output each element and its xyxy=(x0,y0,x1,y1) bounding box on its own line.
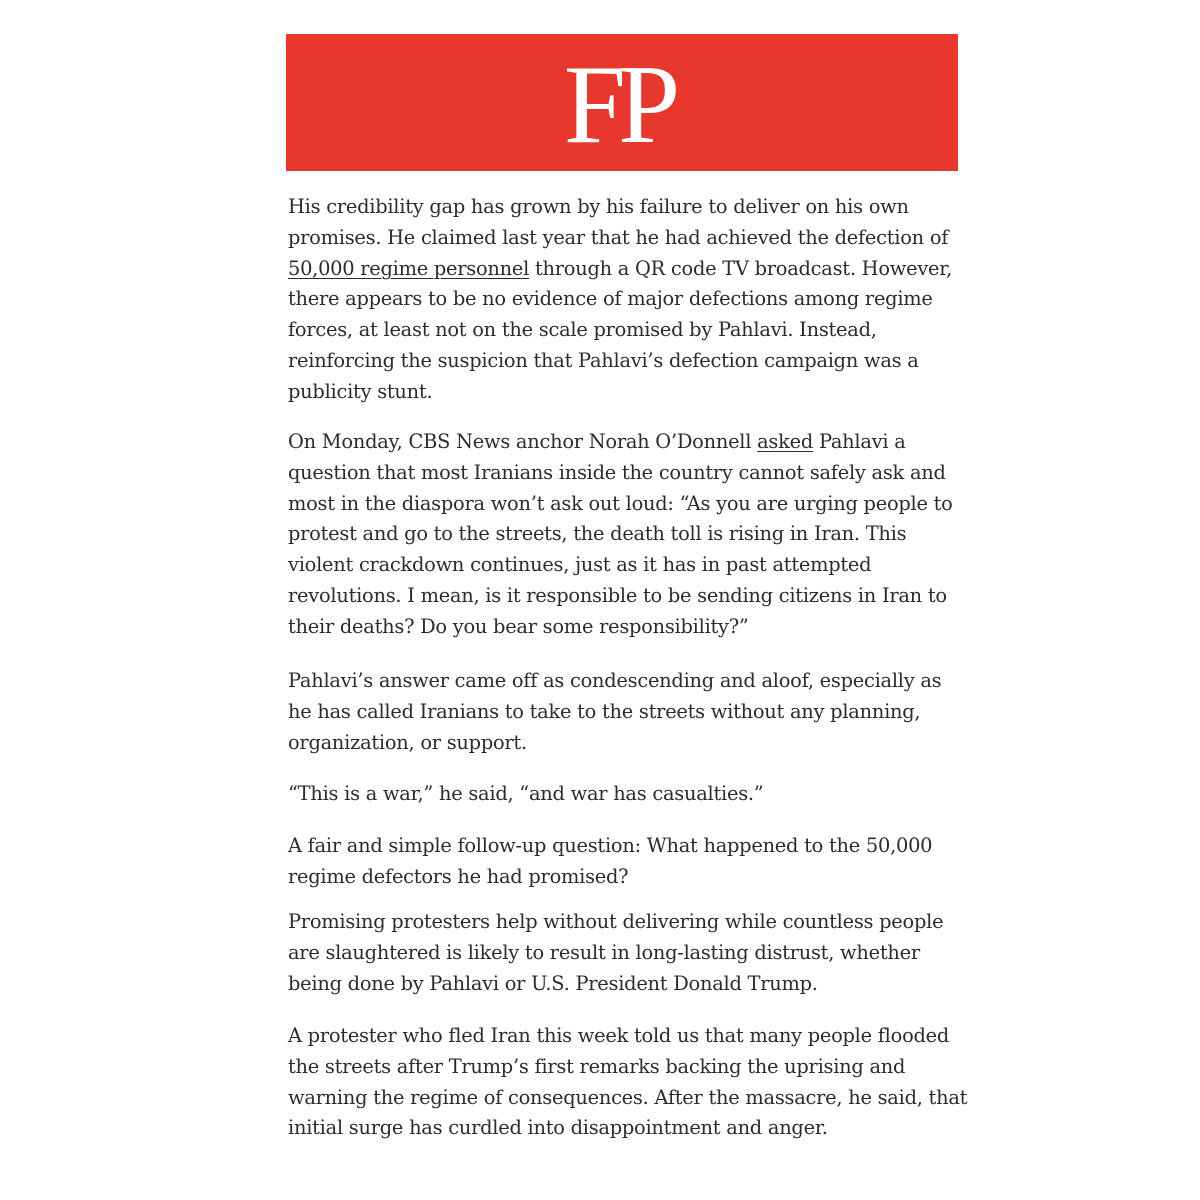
line: initial surge has curdled into disappointment and anger. xyxy=(288,1116,828,1140)
line: organization, or support. xyxy=(288,730,527,754)
line: are slaughtered is likely to result in long-lasting distrust, whether xyxy=(288,940,920,964)
line: most in the diaspora won’t ask out loud: “As you are urging people to xyxy=(288,491,953,515)
line: revolutions. I mean, is it responsible to be sending citizens in Iran to xyxy=(288,583,947,607)
line: Promising protesters help without delivering while countless people xyxy=(288,910,944,933)
line: Pahlavi a xyxy=(813,430,906,453)
line: their deaths? Do you bear some responsibility?” xyxy=(288,614,749,638)
fp-logo[interactable]: FP xyxy=(563,42,673,167)
line: he has called Iranians to take to the streets without any planning, xyxy=(288,699,921,723)
line: publicity stunt. xyxy=(288,379,433,403)
line: violent crackdown continues, just as it has in past attempted xyxy=(288,553,872,577)
line: His credibility gap has grown by his failure to deliver on his own xyxy=(288,195,909,218)
line: warning the regime of consequences. After the massacre, he said, that xyxy=(288,1085,968,1109)
link-50000-regime-personnel[interactable]: 50,000 regime personnel xyxy=(288,256,530,280)
paragraph-war-quote xyxy=(288,779,763,810)
paragraph-cbs-question xyxy=(288,427,953,643)
paragraph-follow-up xyxy=(288,831,932,893)
paragraph-distrust xyxy=(288,907,943,999)
line: “This is a war,” he said, “and war has casualties.” xyxy=(288,782,764,805)
line: being done by Pahlavi or U.S. President Donald Trump. xyxy=(288,971,818,995)
line: protest and go to the streets, the death toll is rising in Iran. This xyxy=(288,522,907,546)
line: question that most Iranians inside the country cannot safely ask and xyxy=(288,460,946,484)
line: there appears to be no evidence of major defections among regime xyxy=(288,287,933,311)
line: reinforcing the suspicion that Pahlavi’s defection campaign was a xyxy=(288,348,919,372)
line: promises. He claimed last year that he had achieved the defection of xyxy=(288,225,949,249)
line: regime defectors he had promised? xyxy=(288,864,629,888)
paragraph-pahlavi-answer xyxy=(288,666,941,758)
line: A protester who fled Iran this week told us that many people flooded xyxy=(288,1024,950,1047)
line: forces, at least not on the scale promised by Pahlavi. Instead, xyxy=(288,318,877,342)
link-asked[interactable]: asked xyxy=(757,430,814,453)
line: the streets after Trump’s first remarks backing the uprising and xyxy=(288,1054,906,1078)
paragraph-protester xyxy=(288,1021,967,1144)
line: Pahlavi’s answer came off as condescending and aloof, especially as xyxy=(288,669,942,692)
line: On Monday, CBS News anchor Norah O’Donnell xyxy=(288,430,758,453)
line: through a QR code TV broadcast. However, xyxy=(529,256,953,280)
masthead-banner xyxy=(286,34,958,171)
line: A fair and simple follow-up question: What happened to the 50,000 xyxy=(288,834,933,857)
paragraph-credibility-gap xyxy=(288,192,952,408)
